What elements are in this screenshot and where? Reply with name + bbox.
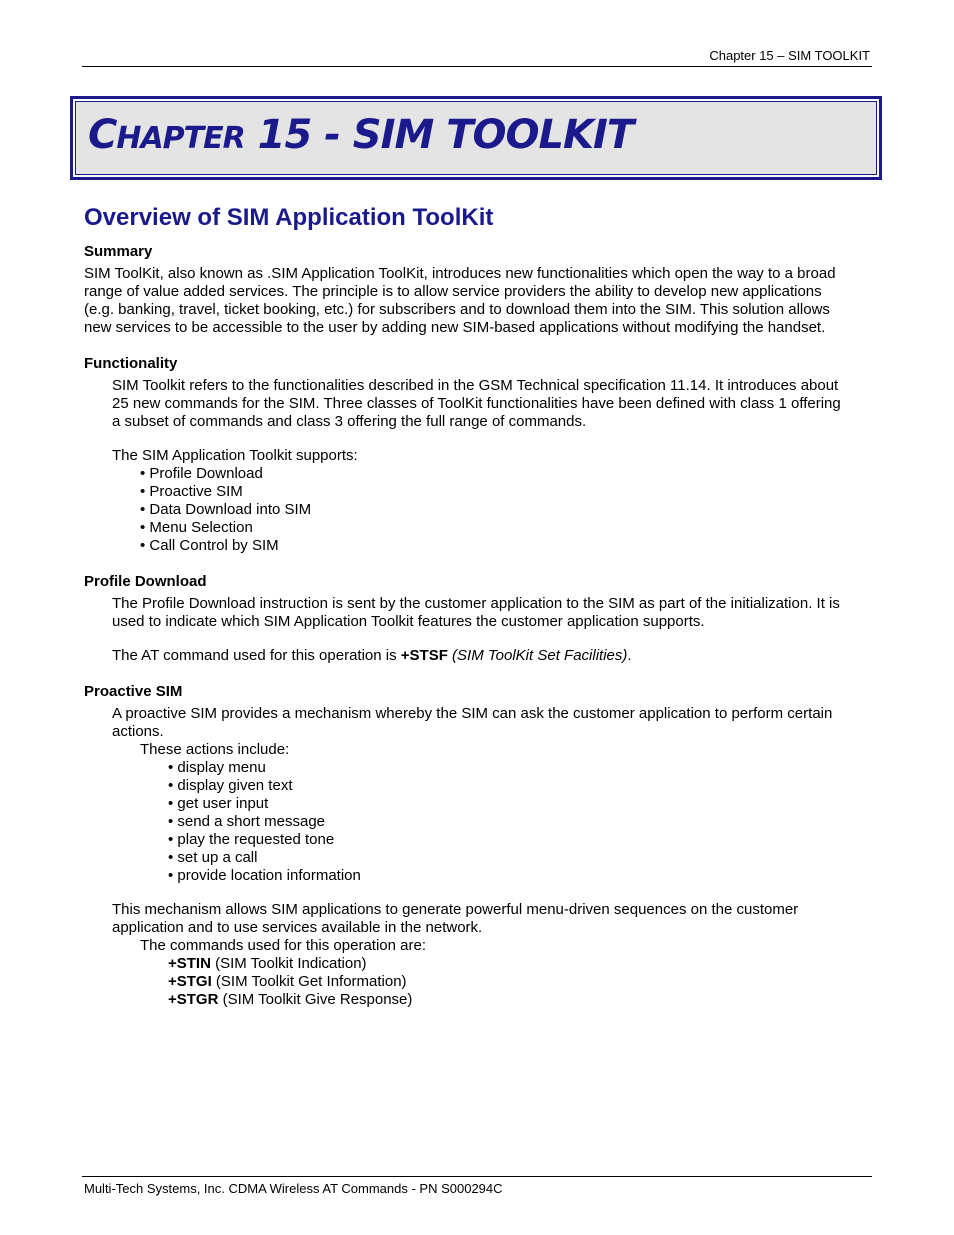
summary-text: SIM ToolKit, also known as .SIM Application ToolKit, introduces new functionalities which open the way to a broad range of value added services. The principle is to allow service providers the ability to develop new applications (e.g. banking, travel, ticket booking, etc.) for subscribers and to download them into the SIM. This solution allows new services to be accessible to the user by adding new SIM-based applications without modifying the handset. <box>84 265 836 336</box>
chapter-banner <box>70 96 882 180</box>
actions-intro: These actions include: <box>140 741 290 758</box>
command-name: +STIN <box>168 955 211 972</box>
chapter-title-initial: C <box>88 112 117 158</box>
commands-intro: The commands used for this operation are: <box>140 937 426 954</box>
list-item: • get user input <box>168 795 269 812</box>
list-item: • display menu <box>168 759 266 776</box>
list-item <box>168 973 844 991</box>
commands-list <box>168 955 844 1009</box>
chapter-title-smallcaps: HAPTER <box>116 121 245 156</box>
list-item <box>168 955 844 973</box>
list-item: • Proactive SIM <box>140 483 243 500</box>
list-item: • Profile Download <box>140 465 263 482</box>
supports-list <box>140 465 844 555</box>
command-desc: (SIM Toolkit Indication) <box>210 955 367 972</box>
list-item: • play the requested tone <box>168 831 335 848</box>
header-rule <box>82 66 872 67</box>
actions-list <box>168 759 844 885</box>
at-command: +STSF <box>400 647 448 664</box>
list-item: • display given text <box>168 777 293 794</box>
list-item: • Menu Selection <box>140 519 253 536</box>
at-command-desc: (SIM ToolKit Set Facilities) <box>447 647 628 664</box>
summary-heading: Summary <box>84 243 153 260</box>
functionality-heading: Functionality <box>84 355 178 372</box>
at-command-suffix: . <box>627 647 632 664</box>
mechanism-text: This mechanism allows SIM applications to generate powerful menu-driven sequences on the customer application and to use services available in the network. <box>112 901 799 936</box>
profile-download-text: The Profile Download instruction is sent by the customer application to the SIM as part of the initialization. It is used to indicate which SIM Application Toolkit features the customer application supports. <box>112 595 840 630</box>
functionality-text: SIM Toolkit refers to the functionalities described in the GSM Technical specification 11.14. It introduces about 25 new commands for the SIM. Three classes of ToolKit functionalities have been defined with class 1 offering a subset of commands and class 3 offering the full range of commands. <box>112 377 841 430</box>
supports-intro: The SIM Application Toolkit supports: <box>112 447 358 464</box>
proactive-sim-heading: Proactive SIM <box>84 683 183 700</box>
command-desc: (SIM Toolkit Get Information) <box>211 973 407 990</box>
chapter-banner-inner <box>75 101 877 175</box>
footer-text: Multi-Tech Systems, Inc. CDMA Wireless AT Commands - PN S000294C <box>84 1181 503 1196</box>
footer-rule <box>82 1176 872 1177</box>
command-name: +STGI <box>168 973 212 990</box>
proactive-sim-text: A proactive SIM provides a mechanism whereby the SIM can ask the customer application to perform certain actions. <box>112 705 833 740</box>
list-item: • Call Control by SIM <box>140 537 279 554</box>
at-command-line <box>112 647 844 665</box>
list-item: • provide location information <box>168 867 361 884</box>
list-item: • send a short message <box>168 813 326 830</box>
chapter-title <box>88 112 633 158</box>
chapter-title-rest: 15 - SIM TOOLKIT <box>244 112 634 158</box>
list-item: • set up a call <box>168 849 258 866</box>
list-item: • Data Download into SIM <box>140 501 312 518</box>
profile-download-heading: Profile Download <box>84 573 207 590</box>
command-name: +STGR <box>168 991 219 1008</box>
at-command-prefix: The AT command used for this operation is <box>112 647 401 664</box>
list-item <box>168 991 844 1009</box>
running-header: Chapter 15 – SIM TOOLKIT <box>709 48 870 63</box>
page-content <box>84 203 844 1009</box>
section-title: Overview of SIM Application ToolKit <box>84 204 494 231</box>
command-desc: (SIM Toolkit Give Response) <box>218 991 413 1008</box>
